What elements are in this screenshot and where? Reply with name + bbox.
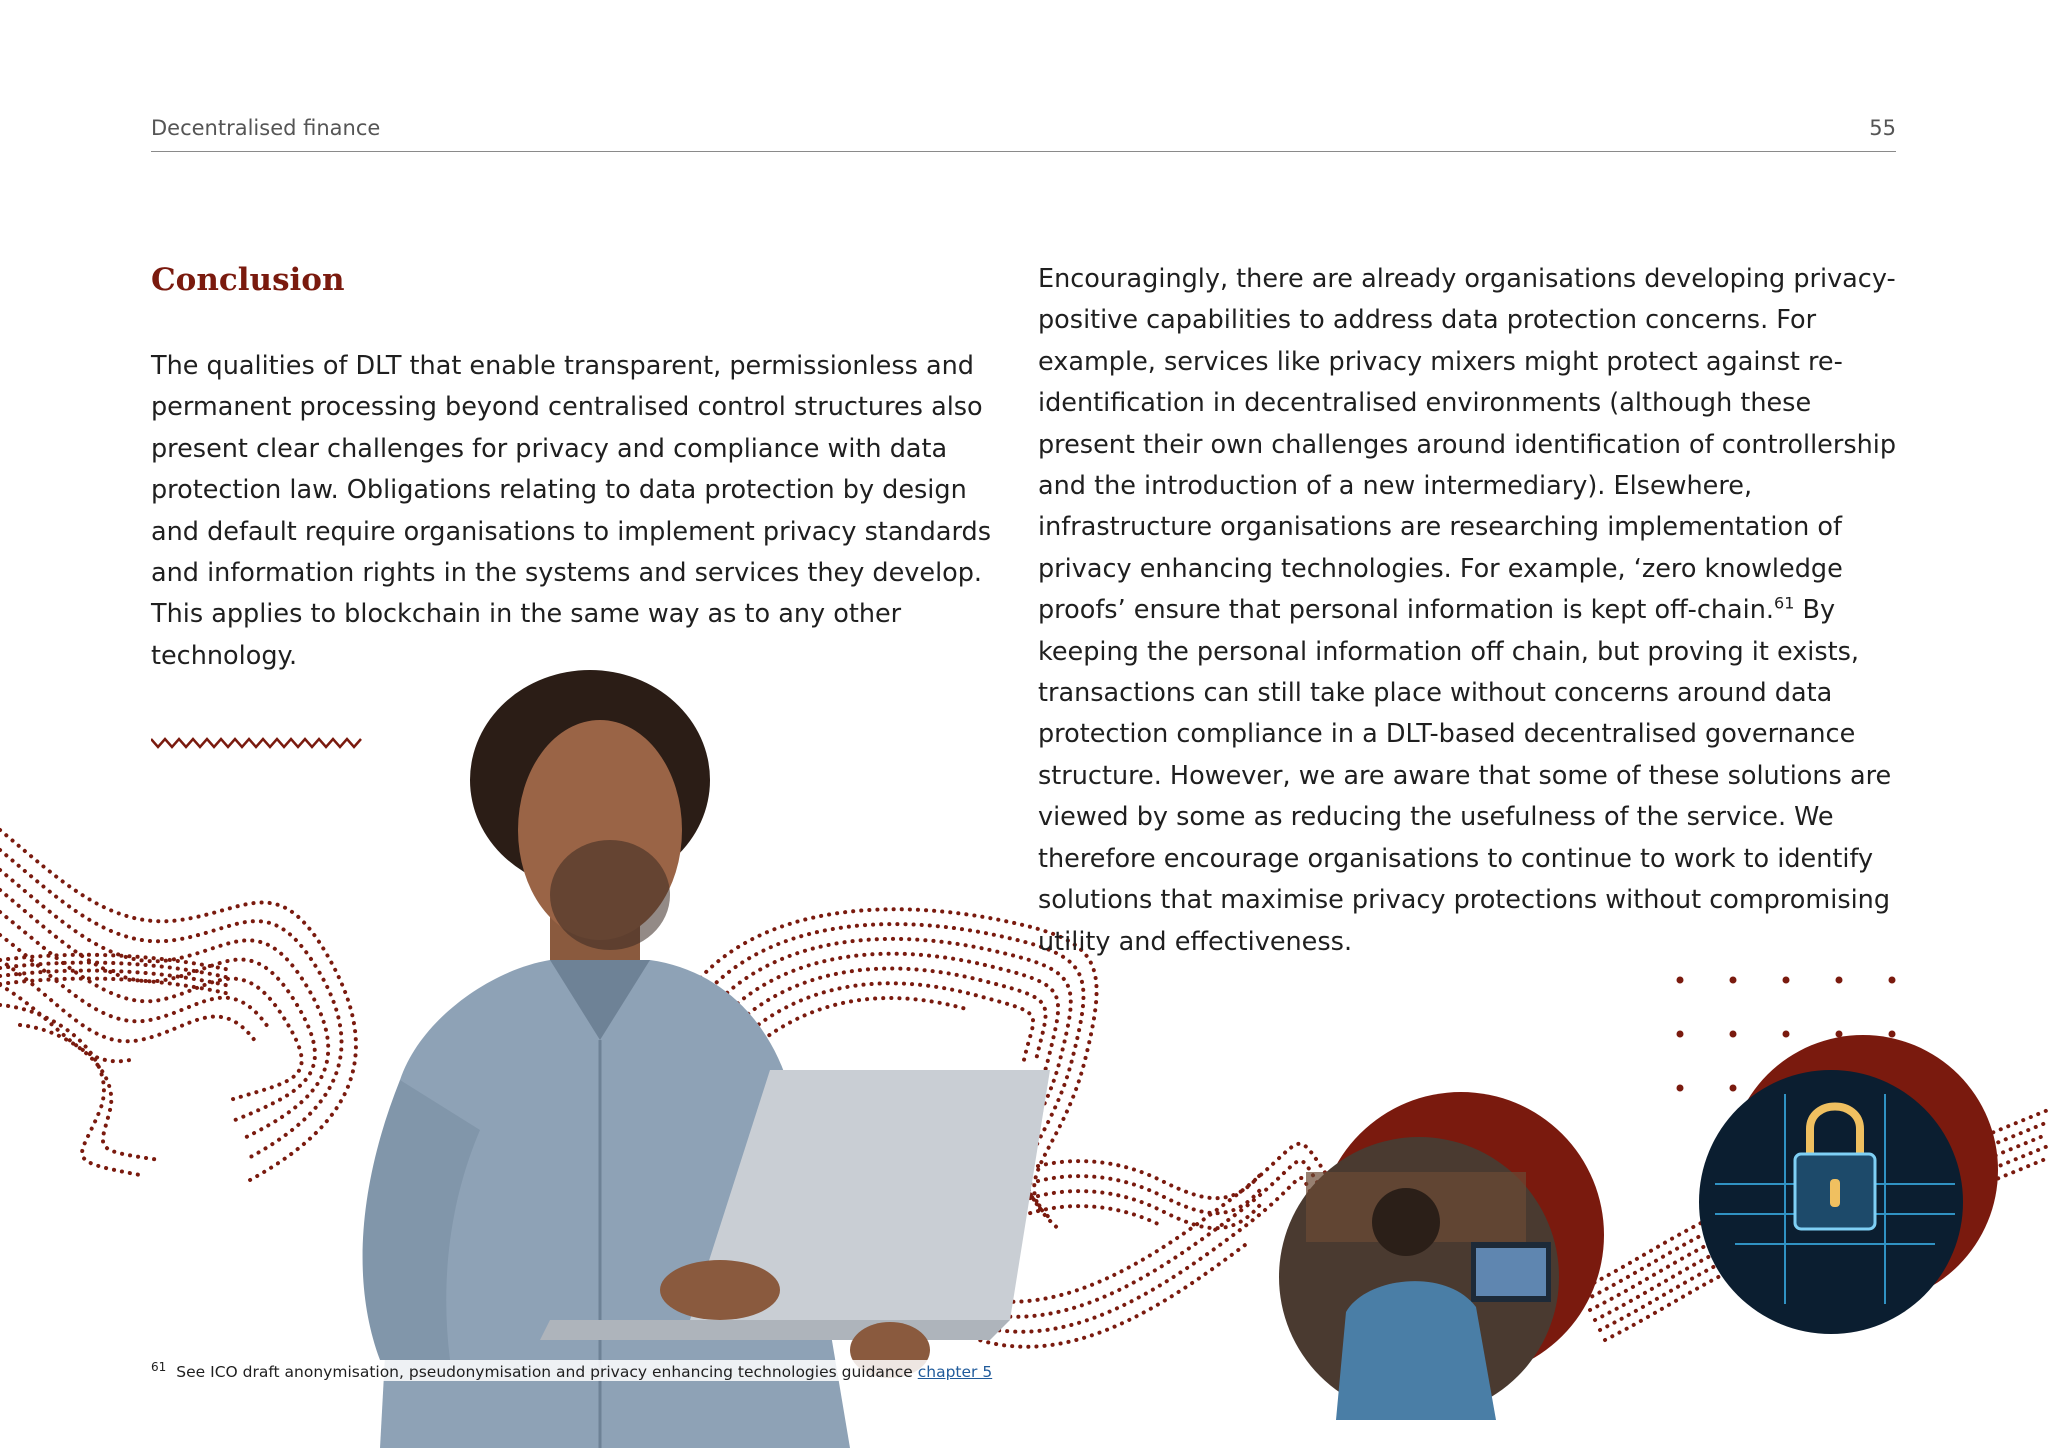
right-paragraph [1038, 259, 1898, 963]
digital-padlock-icon [1695, 1034, 2001, 1340]
developer-at-computer-icon [1276, 1092, 1604, 1420]
left-paragraph: The qualities of DLT that enable transparent, permissionless and permanent processing beyond centralised control structures also present clear challenges for privacy and compliance with data protection law. Obligations relating to data protection by design and default require organisations to implement privacy standards and information rights in the systems and services they develop. This applies to blockchain in the same way as to any other technology. [151, 351, 991, 671]
right-paragraph-part1: Encouragingly, there are already organisations developing privacy-positive capabilities to address data protection concerns. For example, services like privacy mixers might protect against re-identification in decentralised environments (although these present their own challenges around identification of controllership and the introduction of a new intermediary). Elsewhere, infrastructure organisations are researching implementation of privacy enhancing technologies. For example, ‘zero knowledge proofs’ ensure that personal information is kept off-chain. [1038, 264, 1897, 626]
person-with-laptop-icon [250, 660, 1130, 1448]
section-heading: Conclusion [151, 262, 345, 298]
right-paragraph-part2: By keeping the personal information off chain, but proving it exists, transactions can still take place without concerns around data protection compliance in a DLT-based decentralised governance structure. However, we are aware that some of these solutions are viewed by some as reducing the usefulness of the service. We therefore encourage organisations to continue to work to identify solutions that maximise privacy protections without compromising utility and effectiveness. [1038, 595, 1892, 957]
footnote-number: 61 [151, 1360, 167, 1374]
page-number: 55 [1869, 116, 1896, 140]
footnote [151, 1360, 998, 1381]
footnote-link[interactable]: chapter 5 [917, 1363, 993, 1382]
running-title: Decentralised finance [151, 116, 381, 140]
footnote-reference: 61 [1774, 593, 1795, 613]
page-header [151, 112, 1896, 152]
footnote-text: See ICO draft anonymisation, pseudonymisation and privacy enhancing technologies guidance [176, 1363, 918, 1382]
